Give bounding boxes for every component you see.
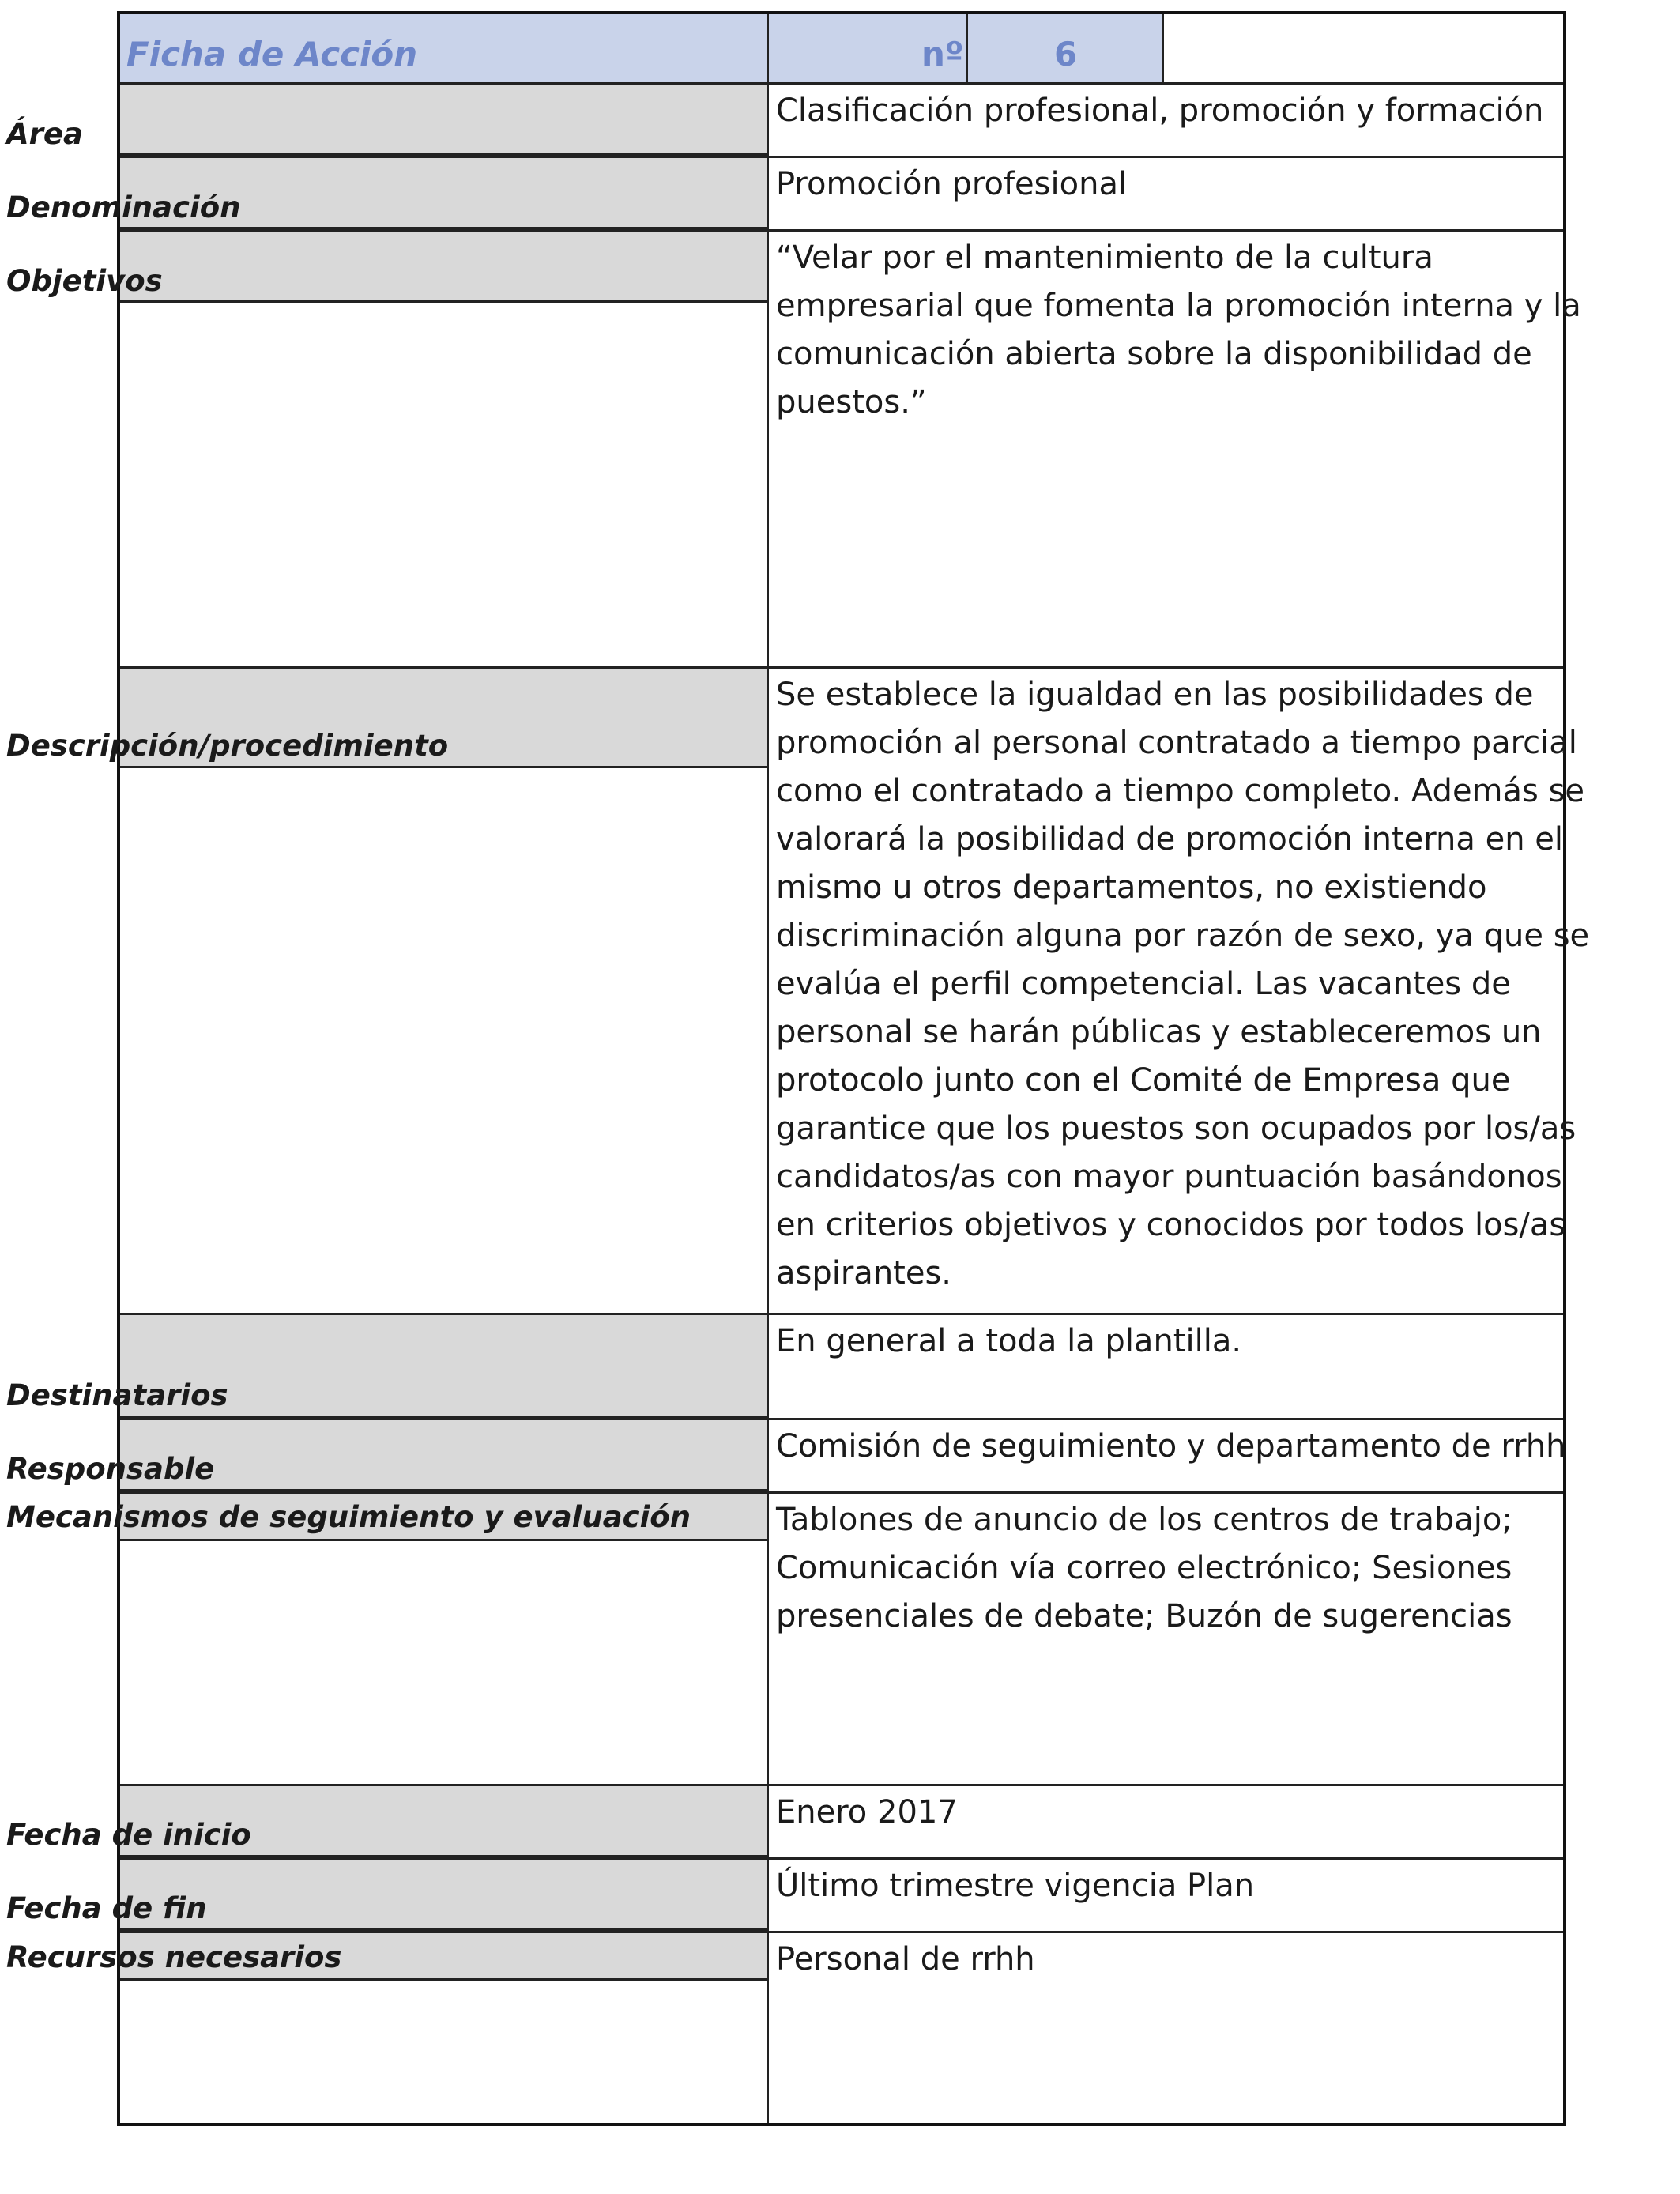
descripcion-label: Descripción/procedimiento [6,729,449,763]
responsable-value: Comisión de seguimiento y departamento de rrhh [776,1428,1566,1465]
objetivos-line: puestos.” [776,384,927,420]
destinatarios-value: En general a toda la plantilla. [776,1323,1242,1359]
number-value: 6 [1054,35,1078,74]
recursos-label: Recursos necesarios [6,1940,342,1974]
fecha-fin-value: Último trimestre vigencia Plan [776,1868,1255,1904]
mecanismos-line: Comunicación vía correo electrónico; Sesiones [776,1550,1512,1586]
fecha-fin-label: Fecha de fin [6,1891,207,1925]
number-label: nº [921,35,964,74]
objetivos-line: comunicación abierta sobre la disponibilidad de [776,336,1532,372]
recursos-value: Personal de rrhh [776,1941,1035,1977]
responsable-label: Responsable [6,1452,215,1486]
descripcion-line: candidatos/as con mayor puntuación basándonos [776,1159,1562,1195]
objetivos-line: empresarial que fomenta la promoción interna y la [776,288,1581,324]
area-label: Área [6,117,83,151]
descripcion-value [776,671,1590,1298]
objetivos-value [776,234,1581,427]
objetivos-label-cell [120,232,767,303]
sheet-title: Ficha de Acción [126,35,418,74]
denominacion-label: Denominación [6,190,241,224]
area-label-cell [120,85,767,156]
objetivos-label: Objetivos [6,264,163,298]
descripcion-line: promoción al personal contratado a tiempo parcial [776,725,1577,761]
descripcion-line: discriminación alguna por razón de sexo, ya que se [776,918,1590,954]
descripcion-line: valorará la posibilidad de promoción interna en el [776,821,1563,858]
descripcion-line: como el contratado a tiempo completo. Además se [776,773,1585,809]
descripcion-line: garantice que los puestos son ocupados por los/as [776,1110,1576,1147]
fecha-inicio-label: Fecha de inicio [6,1818,251,1852]
objetivos-line: “Velar por el mantenimiento de la cultura [776,239,1433,276]
descripcion-line: aspirantes. [776,1255,952,1291]
mecanismos-line: presenciales de debate; Buzón de sugerencias [776,1598,1512,1634]
mecanismos-label: Mecanismos de seguimiento y evaluación [6,1500,691,1534]
descripcion-line: mismo u otros departamentos, no existiendo [776,869,1487,906]
descripcion-line: en criterios objetivos y conocidos por todos los/as [776,1207,1566,1243]
mecanismos-line: Tablones de anuncio de los centros de trabajo; [776,1502,1512,1538]
destinatarios-label: Destinatarios [6,1378,228,1412]
descripcion-line: evalúa el perfil competencial. Las vacantes de [776,966,1511,1002]
denominacion-value: Promoción profesional [776,166,1128,202]
fecha-fin-label-cell [120,1860,767,1931]
descripcion-line: personal se harán públicas y estableceremos un [776,1014,1542,1050]
area-value: Clasificación profesional, promoción y formación [776,92,1544,129]
descripcion-line: protocolo junto con el Comité de Empresa que [776,1062,1511,1099]
descripcion-line: Se establece la igualdad en las posibilidades de [776,677,1534,713]
fecha-inicio-value: Enero 2017 [776,1794,958,1830]
responsable-label-cell [120,1420,767,1491]
mecanismos-value [776,1496,1566,1641]
